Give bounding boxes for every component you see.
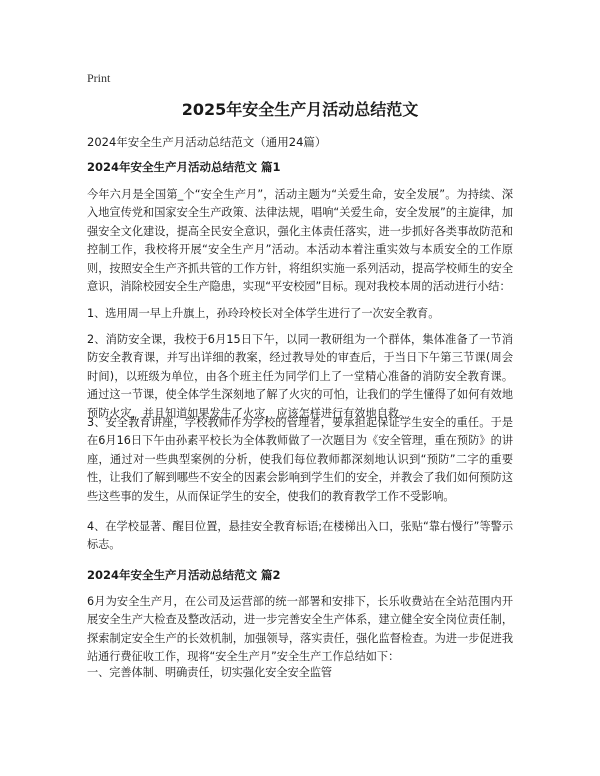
section-1-paragraph-2: 1、选用周一早上升旗上，孙玲玲校长对全体学生进行了一次安全教育。 — [87, 307, 440, 320]
section-1-paragraph-4: 3、安全教育讲座，学校教师作为学校的管理者，要承担起保证学生安全的重任。于是在6月16日下午由孙素平校长为全体教师做了一次题目为《安全管理，重在预防》的讲座，通过对一些典型案例的分析，使我们每位教师都深刻地认识到“预防”二字的重要性，让我们了解到哪些不安全的因素会影响到学生们的安全，并教会了我们如何预防这些这些事的发生，从而保证学生的安全，使我们的教育教学工作不受影响。 — [87, 416, 513, 503]
section-heading-2: 2024年安全生产月活动总结范文 篇2 — [87, 568, 281, 582]
document-subtitle: 2024年安全生产月活动总结范文（通用24篇） — [87, 135, 327, 149]
print-link[interactable]: Print — [87, 71, 111, 85]
section-2-paragraph-2: 一、完善体制、明确责任，切实强化安全安全监管 — [87, 666, 333, 679]
section-heading-1: 2024年安全生产月活动总结范文 篇1 — [87, 160, 281, 174]
section-1-paragraph-5: 4、在学校显著、醒目位置，悬挂安全教育标语;在楼梯出入口，张贴“靠右慢行”等警示标志。 — [87, 520, 513, 552]
page-title: 2025年安全生产月活动总结范文 — [181, 100, 419, 119]
section-2-paragraph-1: 6月为安全生产月，在公司及运营部的统一部署和安排下，长乐收费站在全站范围内开展安全生产大检查及整改活动，进一步完善安全生产体系，建立健全安全岗位责任制，探索制定安全生产的长效机制，加强领导，落实责任，强化监督检查。为进一步促进我站通行费征收工作，现将“安全生产月”安全生产工作总结如下： — [87, 595, 513, 664]
section-1-paragraph-3: 2、消防安全课，我校于6月15日下午，以同一教研组为一个群体，集体准备了一节消防安全教育课，并写出详细的教案，经过教导处的审查后，于当日下午第三节课(周会时间)，以班级为单位，由各个班主任为同学们上了一堂精心准备的消防安全教育课。通过这一节课，使全体学生深刻地了解了火灾的可怕，让我们的学生懂得了如何有效地预防火灾，并且知道如果发生了火灾，应该怎样进行有效地自救。 — [87, 333, 513, 420]
section-1-paragraph-1: 今年六月是全国第_个“安全生产月”，活动主题为“关爱生命，安全发展”。为持续、深入地宣传党和国家安全生产政策、法律法规，唱响“关爱生命，安全发展”的主旋律，加强安全文化建设，提高全民安全意识，强化主体责任落实，进一步抓好各类事故防范和控制工作，我校将开展“安全生产月”活动。本活动本着注重实效与本质安全的工作原则，按照安全生产齐抓共管的工作方针，将组织实施一系列活动，提高学校师生的安全意识，消除校园安全生产隐患，实现“平安校园”目标。现对我校本周的活动进行小结： — [87, 188, 513, 294]
